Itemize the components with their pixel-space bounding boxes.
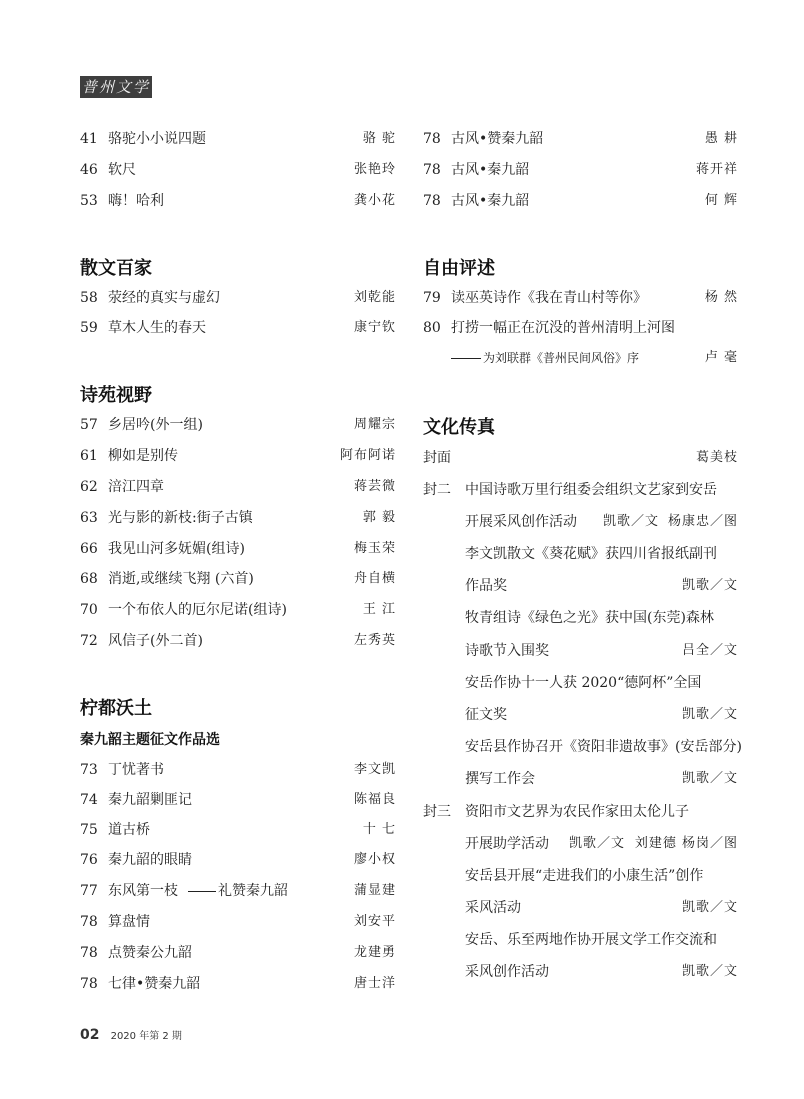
entry-title: 古风•秦九韶: [451, 162, 530, 178]
news-text: 安岳作协十一人获 2020“德阿杯”全国: [465, 675, 702, 691]
entry-author: 唐士洋: [353, 976, 396, 991]
entry-page: 41: [80, 131, 98, 147]
toc-entry[interactable]: [80, 158, 396, 182]
entry-author: 梅玉荣: [353, 541, 396, 556]
entry-page: 77: [80, 883, 98, 899]
news-text: 中国诗歌万里行组委会组织文艺家到安岳: [465, 482, 717, 498]
entry-title: 柳如是别传: [108, 448, 178, 464]
entry-page: 58: [80, 290, 98, 306]
entry-author: 王 江: [362, 602, 396, 617]
toc-entry[interactable]: [423, 127, 738, 151]
toc-entry[interactable]: [423, 158, 738, 182]
entry-author: 骆 驼: [362, 131, 396, 146]
entry-title: 秦九韶的眼睛: [108, 852, 192, 868]
toc-entry[interactable]: [80, 972, 396, 996]
section-heading-review: 自由评述: [423, 258, 495, 279]
news-credit: 凯歌／文: [681, 900, 738, 915]
cover3-line[interactable]: [423, 800, 738, 824]
toc-entry[interactable]: [80, 537, 396, 561]
news-text: 作品奖: [465, 578, 507, 594]
news-text: 开展助学活动: [465, 836, 549, 852]
news-credit: 杨康忠／图: [667, 514, 738, 529]
entry-subtitle: 为刘联群《普州民间风俗》序: [483, 351, 640, 365]
cover2-line[interactable]: [423, 606, 738, 630]
toc-entry[interactable]: [423, 189, 738, 213]
cover3-line[interactable]: [423, 896, 738, 920]
entry-page: 57: [80, 417, 98, 433]
toc-entry[interactable]: [80, 413, 396, 437]
entry-title: 草木人生的春天: [108, 320, 206, 336]
entry-page: 78: [80, 976, 98, 992]
entry-author: 陈福良: [353, 792, 396, 807]
entry-title: 一个布依人的厄尔尼诺(组诗): [108, 602, 287, 618]
news-credit: 凯歌／文: [681, 771, 738, 786]
entry-page: 80: [423, 320, 441, 336]
entry-title: 乡居吟(外一组): [108, 417, 203, 433]
toc-entry[interactable]: [80, 629, 396, 653]
entry-author: 张艳玲: [353, 162, 396, 177]
entry-title: 打捞一幅正在沉没的普州清明上河图: [451, 320, 675, 336]
entry-title: 涪江四章: [108, 479, 164, 495]
entry-title-group: [108, 879, 288, 903]
toc-entry[interactable]: [80, 567, 396, 591]
entry-title: 消逝,或继续飞翔 (六首): [108, 571, 254, 587]
cover2-line[interactable]: [423, 703, 738, 727]
entry-page: 63: [80, 510, 98, 526]
toc-entry[interactable]: [80, 598, 396, 622]
cover2-line[interactable]: [423, 735, 742, 759]
magazine-logo: 普州文学: [81, 78, 150, 96]
entry-author: 郭 毅: [362, 510, 396, 525]
news-text: 采风活动: [465, 900, 521, 916]
toc-entry[interactable]: [80, 475, 396, 499]
entry-page: 78: [423, 162, 441, 178]
entry-author: 杨 然: [704, 290, 738, 305]
entry-title: 古风•赞秦九韶: [451, 131, 544, 147]
cover2-line[interactable]: [423, 478, 738, 502]
entry-author: 卢 毫: [704, 350, 738, 365]
news-text: 安岳县作协召开《资阳非遗故事》(安岳部分): [465, 739, 742, 755]
toc-entry[interactable]: [80, 127, 396, 151]
news-credit: 吕全／文: [681, 643, 738, 658]
cover2-line[interactable]: [423, 639, 738, 663]
news-text: 安岳、乐至两地作协开展文学工作交流和: [465, 932, 717, 948]
news-text: 撰写工作会: [465, 771, 535, 787]
cover3-line[interactable]: [423, 928, 738, 952]
news-credit: 刘建德 杨岗／图: [634, 836, 738, 851]
entry-title: 点赞秦公九韶: [108, 945, 192, 961]
entry-title: 骆驼小小说四题: [108, 131, 206, 147]
cover2-label: 封二: [423, 482, 451, 498]
entry-page: 59: [80, 320, 98, 336]
entry-title: 我见山河多妩媚(组诗): [108, 541, 245, 557]
entry-author: 李文凯: [353, 762, 396, 777]
entry-title-suffix: 礼赞秦九韶: [218, 883, 288, 899]
news-writer: 凯歌／文: [569, 836, 626, 851]
cover3-line[interactable]: [423, 864, 738, 888]
entry-title: 七律•赞秦九韶: [108, 976, 201, 992]
entry-page: 78: [80, 945, 98, 961]
entry-author: 刘安平: [353, 914, 396, 929]
news-text: 采风创作活动: [465, 964, 549, 980]
entry-page: 74: [80, 792, 98, 808]
toc-entry[interactable]: [80, 758, 396, 782]
entry-page: 61: [80, 448, 98, 464]
entry-page: 53: [80, 193, 98, 209]
news-text: 李文凯散文《葵花赋》获四川省报纸副刊: [465, 546, 717, 562]
toc-entry[interactable]: [423, 316, 738, 340]
cover2-line[interactable]: [423, 542, 738, 566]
news-text: 安岳县开展“走进我们的小康生活”创作: [465, 868, 704, 884]
entry-page: 72: [80, 633, 98, 649]
entry-title: 算盘情: [108, 914, 150, 930]
cover2-line[interactable]: [423, 510, 738, 534]
entry-page: 75: [80, 822, 98, 838]
news-text: 牧青组诗《绿色之光》获中国(东莞)森林: [465, 610, 714, 626]
toc-entry[interactable]: [80, 189, 396, 213]
entry-author: 蒲显建: [353, 883, 396, 898]
entry-title: 风信子(外二首): [108, 633, 203, 649]
entry-page: 66: [80, 541, 98, 557]
toc-entry[interactable]: [423, 286, 738, 310]
entry-title: 读巫英诗作《我在青山村等你》: [451, 290, 647, 306]
entry-title: 秦九韶剿匪记: [108, 792, 192, 808]
cover2-line[interactable]: [423, 671, 738, 695]
entry-page: 78: [423, 131, 441, 147]
section-heading-local: 柠都沃土: [80, 698, 152, 719]
cover2-line[interactable]: [423, 574, 738, 598]
entry-subtitle-row: [451, 346, 738, 370]
section-heading-poetry: 诗苑视野: [80, 385, 152, 406]
entry-author: 蒋芸微: [353, 479, 396, 494]
section-heading-prose: 散文百家: [80, 258, 152, 279]
entry-author: 刘乾能: [353, 290, 396, 305]
entry-page: 73: [80, 762, 98, 778]
entry-page: 78: [80, 914, 98, 930]
news-credit: 凯歌／文: [681, 578, 738, 593]
entry-page: 46: [80, 162, 98, 178]
entry-title: 东风第一枝: [108, 883, 178, 899]
news-text: 资阳市文艺界为农民作家田太伦儿子: [465, 804, 689, 820]
entry-author: 十 七: [362, 822, 396, 837]
toc-entry[interactable]: [80, 444, 396, 468]
entry-title: 道古桥: [108, 822, 150, 838]
news-credit: 凯歌／文: [681, 964, 738, 979]
toc-entry[interactable]: [80, 818, 396, 842]
entry-page: 78: [423, 193, 441, 209]
dash-separator: [451, 358, 481, 359]
dash-separator: [188, 891, 216, 892]
toc-entry[interactable]: [80, 788, 396, 812]
entry-page: 62: [80, 479, 98, 495]
entry-title: 古风•秦九韶: [451, 193, 530, 209]
entry-title: 丁忧著书: [108, 762, 164, 778]
entry-title: 光与影的新枝:街子古镇: [108, 510, 253, 526]
issue-label: 2020 年第 2 期: [110, 1031, 182, 1042]
toc-entry[interactable]: [80, 286, 396, 310]
page-number: 02: [80, 1027, 100, 1043]
entry-author: 龙建勇: [353, 945, 396, 960]
cover-label: 封面: [423, 450, 451, 466]
toc-entry[interactable]: [80, 879, 396, 903]
news-credit: 凯歌／文: [681, 707, 738, 722]
section-heading-culture: 文化传真: [423, 417, 495, 438]
entry-author: 周耀宗: [353, 417, 396, 432]
entry-author: 蒋开祥: [695, 162, 738, 177]
entry-title: 荥经的真实与虚幻: [108, 290, 220, 306]
news-text: 诗歌节入围奖: [465, 643, 549, 659]
cover3-line[interactable]: [423, 960, 738, 984]
entry-page: 68: [80, 571, 98, 587]
toc-entry[interactable]: [80, 848, 396, 872]
cover-entry[interactable]: [423, 446, 738, 470]
news-text: 征文奖: [465, 707, 507, 723]
entry-author: 愚 耕: [704, 131, 738, 146]
entry-author: 阿布阿诺: [339, 448, 396, 463]
toc-entry[interactable]: [80, 506, 396, 530]
entry-title: 软尺: [108, 162, 136, 178]
news-writer: 凯歌／文: [603, 514, 660, 529]
entry-author: 舟自横: [353, 571, 396, 586]
cover3-line[interactable]: [423, 832, 738, 856]
cover3-label: 封三: [423, 804, 451, 820]
entry-title: 嗨！哈利: [108, 193, 164, 209]
entry-page: 76: [80, 852, 98, 868]
entry-author: 左秀英: [353, 633, 396, 648]
page-footer: [80, 1024, 182, 1043]
cover2-line[interactable]: [423, 767, 738, 791]
subsection-heading: 秦九韶主题征文作品选: [80, 732, 220, 748]
news-text: 开展采风创作活动: [465, 514, 577, 530]
entry-page: 79: [423, 290, 441, 306]
entry-author: 龚小花: [353, 193, 396, 208]
entry-author: 廖小权: [353, 852, 396, 867]
toc-entry[interactable]: [80, 316, 396, 340]
entry-page: 70: [80, 602, 98, 618]
toc-entry[interactable]: [80, 910, 396, 934]
entry-author: 何 辉: [704, 193, 738, 208]
entry-author: 康宁钦: [353, 320, 396, 335]
toc-entry[interactable]: [80, 941, 396, 965]
entry-author: 葛美枝: [695, 450, 738, 465]
